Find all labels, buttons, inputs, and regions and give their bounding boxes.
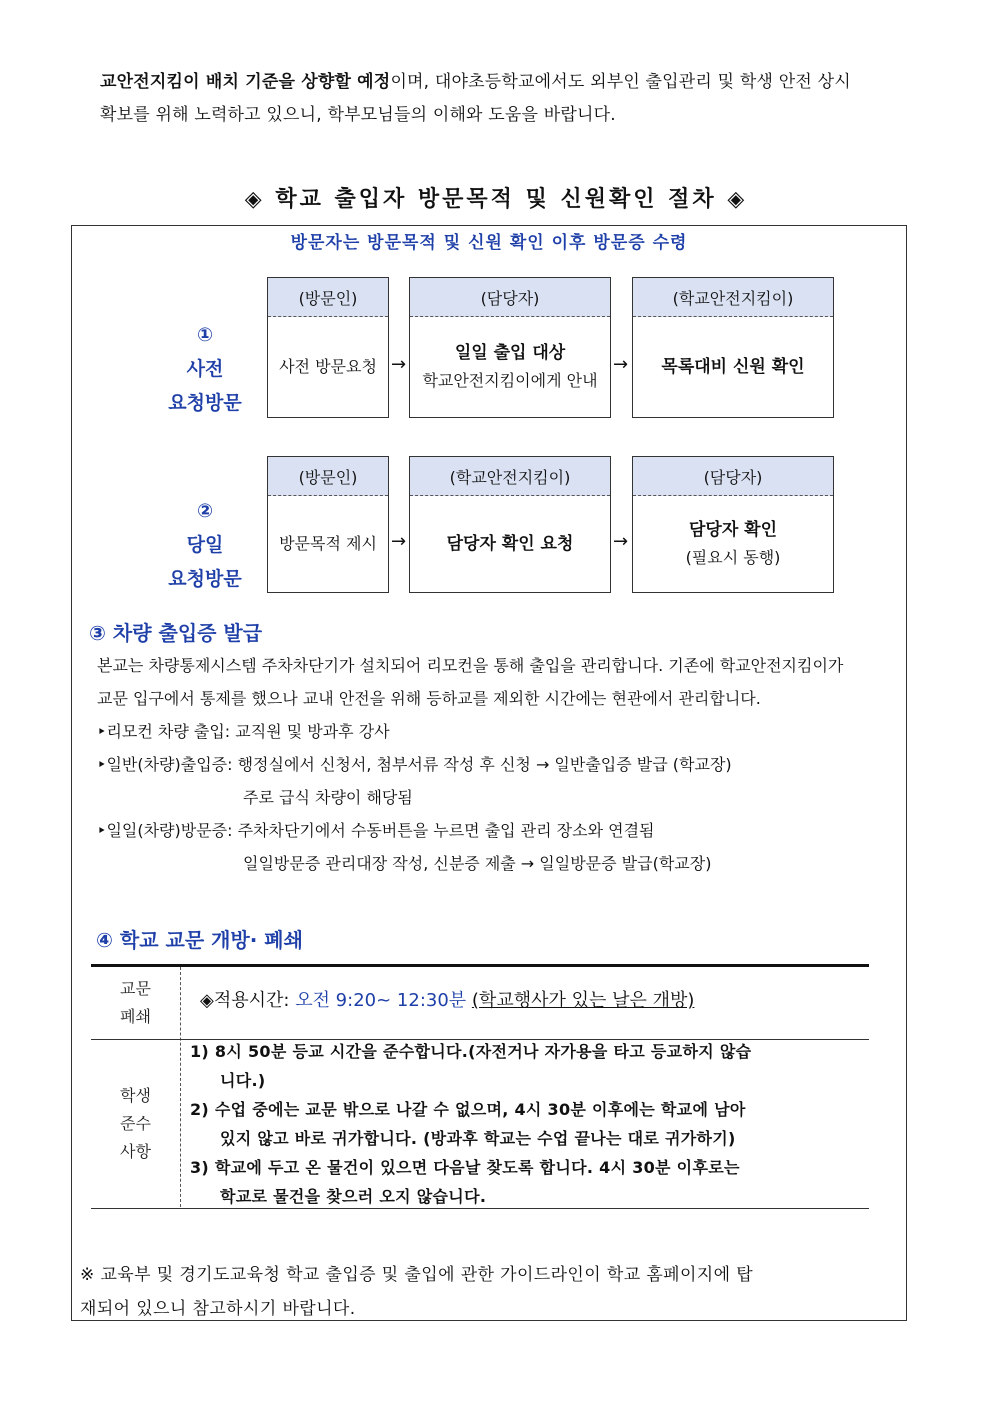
arrow-icon: → (391, 354, 407, 375)
rule-line: 있지 않고 바로 귀가합니다. (방과후 학교는 수업 끝나는 대로 귀가하기) (220, 1129, 736, 1148)
gate-title: ④ 학교 교문 개방· 폐쇄 (96, 928, 303, 952)
same-step-guard (409, 456, 611, 593)
table-top-rule (91, 964, 869, 967)
same-step-manager (632, 456, 834, 593)
step-header: (방문인) (268, 457, 388, 496)
step-text: 담당자 확인 (688, 520, 778, 540)
step-header: (방문인) (268, 278, 388, 317)
same-day-label-1: 당일 (186, 534, 224, 556)
vehicle-para-1: 본교는 차량통제시스템 주차차단기가 설치되어 리모컨을 통해 출입을 관리합니다. 기존에 학교안전지킴이가 (97, 656, 844, 675)
step-text: 방문목적 제시 (279, 534, 377, 553)
student-rules (190, 1037, 865, 1211)
pre-visit-label-1: 사전 (186, 358, 224, 380)
footnote-line-1: ※ 교육부 및 경기도교육청 학교 출입증 및 출입에 관한 가이드라인이 학교 홈페이지에 탑 (80, 1265, 754, 1285)
intro-paragraph (100, 66, 930, 132)
vehicle-bullet-daily-sub: 일일방문증 관리대장 작성, 신분증 제출 → 일일방문증 발급(학교장) (243, 854, 712, 873)
step-header: (담당자) (410, 278, 610, 317)
rule-line: 1) 8시 50분 등교 시간을 준수합니다.(자전거나 자가용을 타고 등교하지 않습 (190, 1042, 752, 1061)
label-line: 학생 (120, 1086, 151, 1105)
vehicle-bullet-daily: ‣일일(차량)방문증: 주차차단기에서 수동버튼을 누르면 출입 관리 장소와 연결됨 (97, 821, 655, 840)
arrow-icon: → (613, 354, 629, 375)
pre-visit-num: ① (196, 324, 214, 346)
section-title: ◈ 학교 출입자 방문목적 및 신원확인 절차 ◈ (244, 187, 748, 212)
step-text: 담당자 확인 요청 (446, 534, 574, 554)
apply-time: 오전 9:20~ 12:30분 (295, 990, 467, 1011)
same-day-label-2: 요청방문 (168, 568, 242, 590)
procedure-subtitle: 방문자는 방문목적 및 신원 확인 이후 방문증 수령 (290, 233, 688, 253)
arrow-icon: → (613, 531, 629, 552)
footnote (80, 1258, 900, 1326)
intro-rest: 이며, 대야초등학교에서도 외부인 출입관리 및 학생 안전 상시 (390, 72, 851, 92)
same-day-label (145, 494, 265, 596)
same-step-visitor (267, 456, 389, 593)
student-rules-label (91, 1082, 180, 1166)
vehicle-bullet-general: ‣일반(차량)출입증: 행정실에서 신청서, 첨부서류 작성 후 신청 → 일반출입증 발급 (학교장) (97, 755, 732, 774)
intro-line-2: 확보를 위해 노력하고 있으니, 학부모님들의 이해와 도움을 바랍니다. (100, 105, 616, 125)
pre-step-guard (632, 277, 834, 418)
label-line: 사항 (120, 1142, 151, 1161)
same-day-num: ② (196, 500, 214, 522)
rule-line: 2) 수업 중에는 교문 밖으로 나갈 수 없으며, 4시 30분 이후에는 학교에 남아 (190, 1100, 746, 1119)
intro-bold: 교안전지킴이 배치 기준을 상향할 예정 (100, 72, 391, 92)
table-column-divider (180, 967, 181, 1207)
rule-line: 학교로 물건을 찾으러 오지 않습니다. (220, 1187, 487, 1206)
intro-line-1 (100, 66, 930, 99)
footnote-line-2: 재되어 있으니 참고하시기 바랍니다. (80, 1299, 356, 1319)
arrow-icon: → (391, 531, 407, 552)
step-subtext: 학교안전지킴이에게 안내 (422, 371, 598, 390)
pre-step-visitor (267, 277, 389, 418)
vehicle-title: ③ 차량 출입증 발급 (89, 621, 263, 645)
label-line: 준수 (120, 1114, 151, 1133)
vehicle-para-2: 교문 입구에서 통제를 했으나 교내 안전을 위해 등하교를 제외한 시간에는 현관에서 관리합니다. (97, 689, 761, 708)
step-text: 목록대비 신원 확인 (661, 357, 805, 377)
pre-visit-label (145, 318, 265, 420)
step-text: 사전 방문요청 (279, 357, 377, 376)
step-text: 일일 출입 대상 (454, 343, 566, 363)
rule-line: 니다.) (220, 1071, 266, 1090)
step-header: (학교안전지킴이) (410, 457, 610, 496)
vehicle-body (97, 649, 907, 880)
step-header: (학교안전지킴이) (633, 278, 833, 317)
label-line: 폐쇄 (120, 1007, 151, 1026)
pre-visit-label-2: 요청방문 (168, 392, 242, 414)
gate-closed-label (91, 975, 180, 1031)
vehicle-bullet-remote: ‣리모컨 차량 출입: 교직원 및 방과후 강사 (97, 722, 390, 741)
apply-prefix: ◈적용시간: (200, 990, 296, 1011)
label-line: 교문 (120, 979, 151, 998)
step-header: (담당자) (633, 457, 833, 496)
pre-step-manager (409, 277, 611, 418)
step-subtext: (필요시 동행) (685, 548, 781, 567)
apply-time-row (200, 986, 694, 1012)
vehicle-bullet-general-sub: 주로 급식 차량이 해당됨 (243, 788, 413, 807)
rule-line: 3) 학교에 두고 온 물건이 있으면 다음날 찾도록 합니다. 4시 30분 이후로는 (190, 1158, 740, 1177)
apply-note: (학교행사가 있는 날은 개방) (471, 990, 695, 1011)
